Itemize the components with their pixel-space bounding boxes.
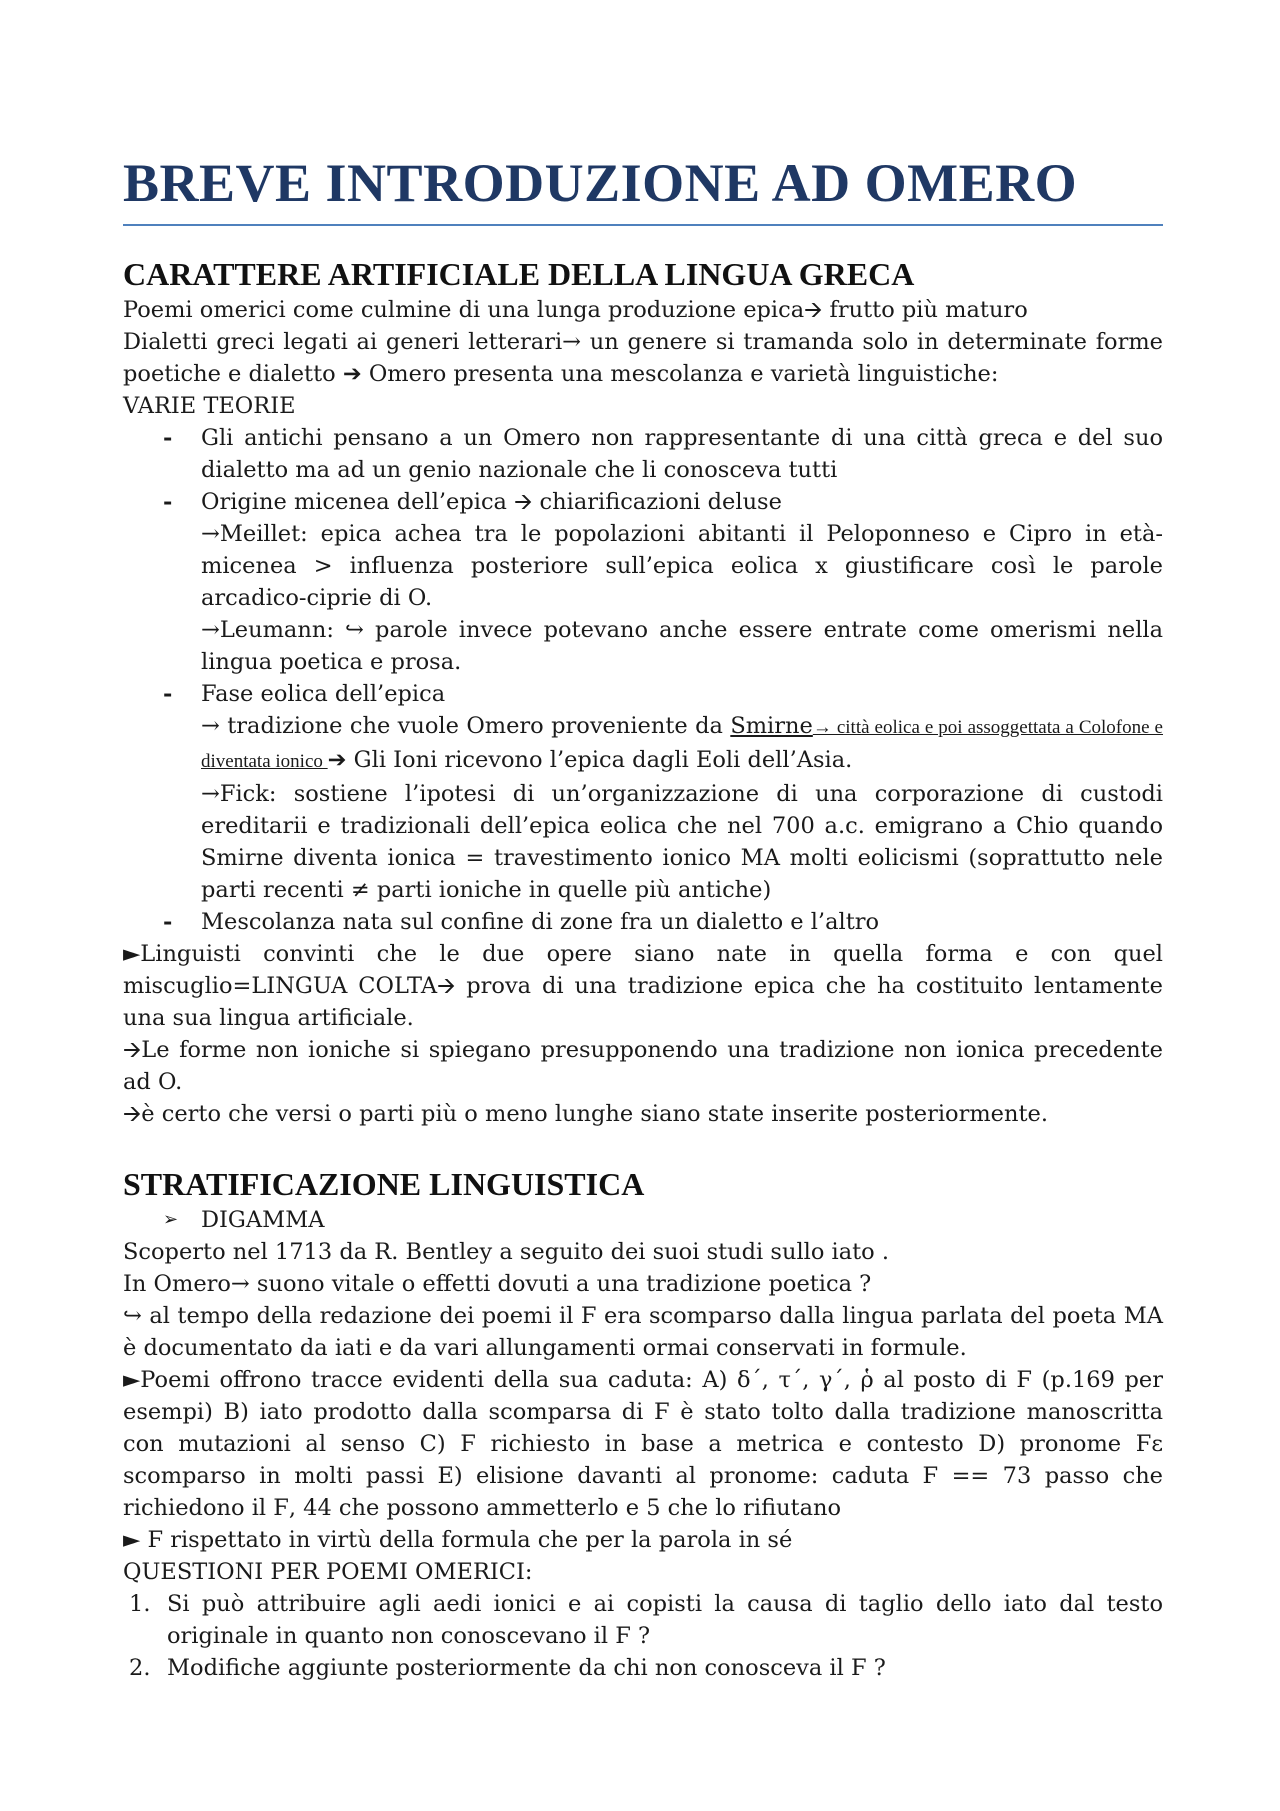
numbered-item [123,1652,1163,1684]
paragraph: Scoperto nel 1713 da R. Bentley a seguito dei suoi studi sullo iato . [123,1239,890,1265]
dash-bullet: - [163,909,173,935]
arrowhead-bullet-icon: ➢ [163,1209,179,1230]
sub-paragraph-leumann: →Leumann: ↪ parole invece potevano anche essere entrate come omerismi nella lingua poetica e prosa. [201,617,1163,675]
list-item-text: DIGAMMA [201,1207,325,1233]
paragraph: Dialetti greci legati ai generi letterari→ un genere si tramanda solo in determinate forme poetiche e dialetto ➔ Omero presenta una mescolanza e varietà linguistiche: [123,329,1163,387]
item-number: 2. [129,1655,151,1681]
text-run: ➔ Gli Ioni ricevono l’epica dagli Eoli dell’Asia. [327,747,853,773]
list-item [123,422,1163,486]
paragraph: Poemi omerici come culmine di una lunga produzione epica🡪 frutto più maturo [123,297,1028,323]
sub-paragraph-fick: →Fick: sostiene l’ipotesi di un’organizzazione di una corporazione di custodi ereditarii e tradizionali dell’epica eolica che nel 700 a.c. emigrano a Chio quando Smirne diventa ionica = travestimento ionico MA molti eolicismi (soprattutto nele parti recenti ≠ parti ioniche in quelle più antiche) [201,781,1163,903]
list-item [123,486,1163,518]
subheading-varie-teorie: VARIE TEORIE [123,393,296,419]
paragraph: ► Ϝ rispettato in virtù della formula che per la parola in sé [123,1527,793,1553]
paragraph: ↪ al tempo della redazione dei poemi il Ϝ era scomparso dalla lingua parlata del poeta MA è documentato da iati e da vari allungamenti ormai conservati in formule. [123,1303,1163,1361]
dash-bullet: - [163,489,173,515]
questions-label: QUESTIONI PER POEMI OMERICI: [123,1559,533,1585]
section-heading-stratification: STRATIFICAZIONE LINGUISTICA [123,1166,645,1202]
document-body [123,150,1163,1684]
section-heading-artificial-language: CARATTERE ARTIFICIALE DELLA LINGUA GRECA [123,256,915,292]
sub-paragraph-meillet: →Meillet: epica achea tra le popolazioni abitanti il Peloponneso e Cipro in età-micenea > influenza posteriore sull’epica eolica x giustificare così le parole arcadico-ciprie di O. [201,521,1163,611]
numbered-item-text: Si può attribuire agli aedi ionici e ai copisti la causa di taglio dello iato dal testo originale in quanto non conoscevano il Ϝ ? [167,1591,1163,1649]
list-item [123,678,1163,710]
underlined-small-text: → città eolica e poi assoggettata a Colofone e diventata ionico [201,717,1163,772]
item-number: 1. [129,1591,151,1617]
paragraph: ►Poemi offrono tracce evidenti della sua caduta: A) δ´, τ´, γ´, ῥ al posto di Ϝ (p.169 per esempi) B) iato prodotto dalla scomparsa di Ϝ è stato tolto dalla tradizione manoscritta con mutazioni al senso C) Ϝ richiesto in base a metrica e contesto D) pronome Ϝε scomparso in molti passi E) elisione davanti al pronome: caduta Ϝ == 73 passo che richiedono il Ϝ, 44 che possono ammetterlo e 5 che lo rifiutano [123,1367,1163,1521]
numbered-item-text: Modifiche aggiunte posteriormente da chi non conosceva il Ϝ ? [167,1655,886,1681]
underlined-text: Smirne [730,713,813,739]
list-item-text: Mescolanza nata sul confine di zone fra un dialetto e l’altro [201,909,880,935]
document-title: BREVE INTRODUZIONE AD OMERO [123,150,1163,226]
list-item-digamma [123,1204,1163,1236]
text-run: → tradizione che vuole Omero proveniente da [201,713,731,739]
paragraph: ►Linguisti convinti che le due opere siano nate in quella forma e con quel miscuglio=LINGUA COLTA🡪 prova di una tradizione epica che ha costituito lentamente una sua lingua artificiale. [123,941,1163,1031]
paragraph: In Omero→ suono vitale o effetti dovuti a una tradizione poetica ? [123,1271,872,1297]
list-item [123,906,1163,938]
paragraph: 🡪Le forme non ioniche si spiegano presupponendo una tradizione non ionica precedente ad O. [123,1037,1163,1095]
list-item-text: Origine micenea dell’epica 🡪 chiarificazioni deluse [201,489,782,515]
dash-bullet: - [163,425,173,451]
numbered-item [123,1588,1163,1652]
list-item-text: Gli antichi pensano a un Omero non rappresentante di una città greca e del suo dialetto ma ad un genio nazionale che li conosceva tutti [201,425,1163,483]
dash-bullet: - [163,681,173,707]
list-item-text: Fase eolica dell’epica [201,681,446,707]
paragraph: 🡪è certo che versi o parti più o meno lunghe siano state inserite posteriormente. [123,1101,1048,1127]
sub-paragraph-smirne [123,710,1163,778]
